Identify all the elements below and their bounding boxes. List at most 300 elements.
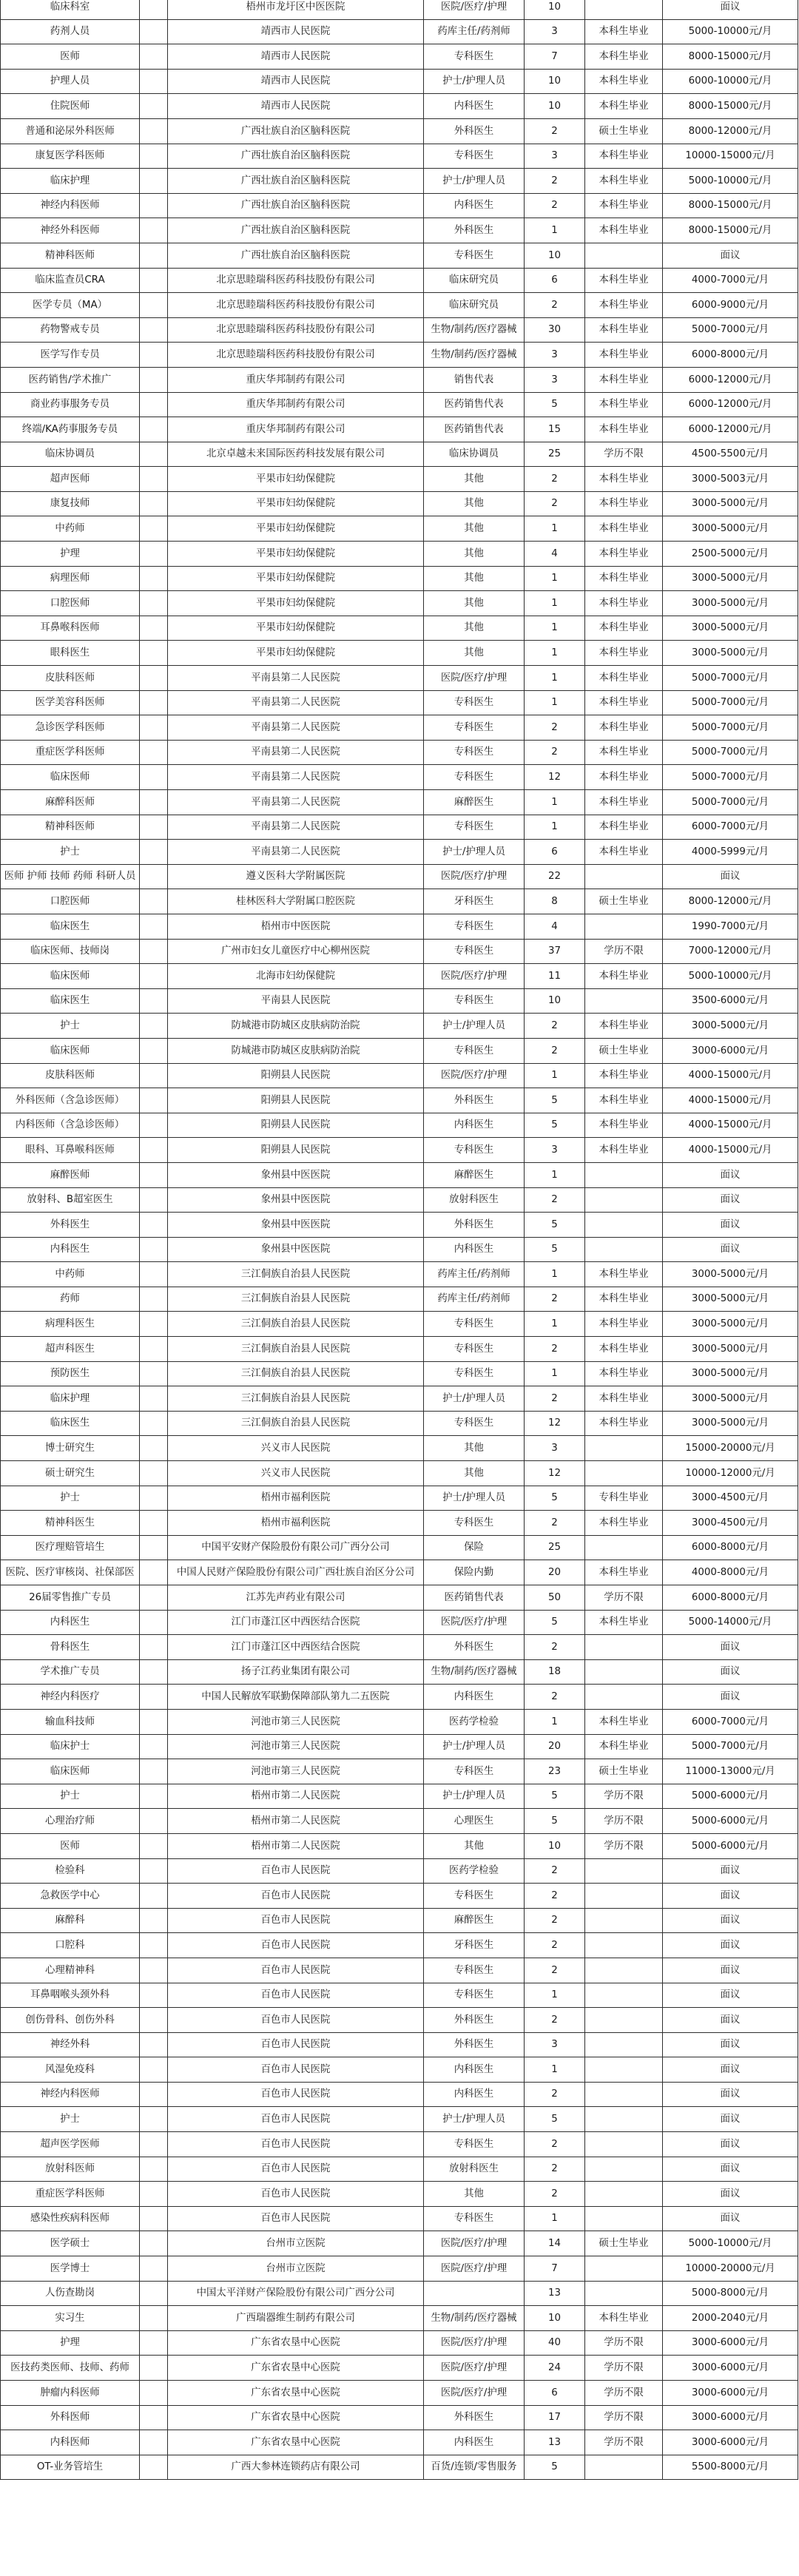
category-cell: 内科医生	[424, 2057, 525, 2083]
spacer-cell	[140, 343, 168, 368]
education-cell: 本科生毕业	[585, 1411, 663, 1436]
category-cell: 专科医生	[424, 1958, 525, 1983]
table-row	[1, 1610, 798, 1635]
job-title-cell: 重症医学科医师	[1, 2182, 140, 2207]
salary-cell: 3000-5000元/月	[663, 1337, 798, 1362]
job-title-cell: 护士	[1, 840, 140, 865]
employer-cell: 梧州市第二人民医院	[168, 1833, 424, 1858]
education-cell: 硕士生毕业	[585, 2231, 663, 2256]
headcount-cell: 1	[525, 616, 585, 641]
category-cell: 专科医生	[424, 1138, 525, 1163]
spacer-cell	[140, 2132, 168, 2157]
spacer-cell	[140, 417, 168, 442]
education-cell	[585, 2206, 663, 2231]
employer-cell: 遵义医科大学附属医院	[168, 864, 424, 889]
job-title-cell: 医院、医疗审核岗、社保部医	[1, 1560, 140, 1585]
headcount-cell: 5	[525, 1088, 585, 1113]
table-row	[1, 591, 798, 616]
job-title-cell: 临床医生	[1, 1411, 140, 1436]
headcount-cell: 4	[525, 914, 585, 939]
salary-cell: 5000-6000元/月	[663, 1809, 798, 1834]
education-cell	[585, 0, 663, 19]
salary-cell: 3000-5000元/月	[663, 641, 798, 666]
job-title-cell: 超声医学医师	[1, 2132, 140, 2157]
education-cell: 硕士生毕业	[585, 118, 663, 144]
salary-cell: 5000-7000元/月	[663, 765, 798, 790]
education-cell: 本科生毕业	[585, 516, 663, 542]
headcount-cell: 1	[525, 666, 585, 691]
headcount-cell: 8	[525, 889, 585, 914]
education-cell	[585, 1162, 663, 1187]
category-cell: 牙科医生	[424, 1933, 525, 1958]
salary-cell: 面议	[663, 1162, 798, 1187]
salary-cell: 15000-20000元/月	[663, 1436, 798, 1461]
table-row	[1, 1162, 798, 1187]
salary-cell: 面议	[663, 2157, 798, 2182]
category-cell: 药库主任/药剂师	[424, 1262, 525, 1287]
spacer-cell	[140, 964, 168, 989]
category-cell: 外科医生	[424, 1213, 525, 1238]
education-cell: 本科生毕业	[585, 343, 663, 368]
category-cell: 生物/制药/医疗器械	[424, 317, 525, 343]
table-row	[1, 2381, 798, 2406]
employer-cell: 百色市人民医院	[168, 2008, 424, 2033]
salary-cell: 4000-7000元/月	[663, 268, 798, 293]
salary-cell: 6000-12000元/月	[663, 417, 798, 442]
spacer-cell	[140, 790, 168, 815]
education-cell: 本科生毕业	[585, 367, 663, 392]
employer-cell: 三江侗族自治县人民医院	[168, 1361, 424, 1386]
headcount-cell: 10	[525, 1833, 585, 1858]
headcount-cell: 7	[525, 2256, 585, 2282]
education-cell: 学历不限	[585, 2356, 663, 2381]
table-row	[1, 1361, 798, 1386]
spacer-cell	[140, 1659, 168, 1685]
job-title-cell: 眼科医生	[1, 641, 140, 666]
category-cell: 医院/医疗/护理	[424, 2256, 525, 2282]
education-cell: 本科生毕业	[585, 317, 663, 343]
spacer-cell	[140, 218, 168, 243]
headcount-cell: 1	[525, 516, 585, 542]
table-row	[1, 1063, 798, 1088]
education-cell: 本科生毕业	[585, 1361, 663, 1386]
employer-cell: 平南县第二人民医院	[168, 790, 424, 815]
headcount-cell: 2	[525, 2082, 585, 2107]
education-cell: 本科生毕业	[585, 193, 663, 218]
category-cell: 临床协调员	[424, 442, 525, 467]
job-title-cell: 内科医生	[1, 1237, 140, 1262]
education-cell: 本科生毕业	[585, 1386, 663, 1412]
salary-cell: 5000-10000元/月	[663, 964, 798, 989]
job-title-cell: 麻醉科医师	[1, 790, 140, 815]
spacer-cell	[140, 19, 168, 44]
education-cell	[585, 988, 663, 1014]
salary-cell: 5000-8000元/月	[663, 2281, 798, 2306]
category-cell: 内科医生	[424, 1237, 525, 1262]
education-cell: 本科生毕业	[585, 1709, 663, 1734]
spacer-cell	[140, 367, 168, 392]
table-row	[1, 516, 798, 542]
employer-cell: 平南县第二人民医院	[168, 715, 424, 741]
job-rows	[1, 0, 798, 2480]
category-cell: 医药学检验	[424, 1709, 525, 1734]
spacer-cell	[140, 1014, 168, 1039]
headcount-cell: 25	[525, 442, 585, 467]
table-row	[1, 1312, 798, 1337]
table-row	[1, 790, 798, 815]
education-cell	[585, 2157, 663, 2182]
education-cell	[585, 1958, 663, 1983]
category-cell: 专科医生	[424, 1511, 525, 1536]
employer-cell: 平南县人民医院	[168, 988, 424, 1014]
category-cell: 外科医生	[424, 2405, 525, 2430]
salary-cell: 3000-5000元/月	[663, 516, 798, 542]
table-row	[1, 1138, 798, 1163]
spacer-cell	[140, 317, 168, 343]
job-title-cell: 护士	[1, 2107, 140, 2132]
employer-cell: 象州县中医医院	[168, 1213, 424, 1238]
table-row	[1, 1337, 798, 1362]
salary-cell: 10000-20000元/月	[663, 2256, 798, 2282]
job-title-cell: 内科医师（含急诊医师）	[1, 1113, 140, 1138]
spacer-cell	[140, 268, 168, 293]
category-cell: 麻醉医生	[424, 790, 525, 815]
salary-cell: 10000-15000元/月	[663, 144, 798, 169]
category-cell: 临床研究员	[424, 268, 525, 293]
headcount-cell: 1	[525, 690, 585, 715]
education-cell: 学历不限	[585, 939, 663, 964]
category-cell: 其他	[424, 641, 525, 666]
table-row	[1, 2082, 798, 2107]
employer-cell: 防城港市防城区皮肤病防治院	[168, 1014, 424, 1039]
table-row	[1, 367, 798, 392]
category-cell: 其他	[424, 1461, 525, 1486]
salary-cell: 6000-12000元/月	[663, 367, 798, 392]
employer-cell: 平南县第二人民医院	[168, 690, 424, 715]
spacer-cell	[140, 1560, 168, 1585]
headcount-cell: 6	[525, 268, 585, 293]
education-cell	[585, 2256, 663, 2282]
headcount-cell: 2	[525, 491, 585, 516]
employer-cell: 百色市人民医院	[168, 2132, 424, 2157]
table-row	[1, 889, 798, 914]
table-row	[1, 1659, 798, 1685]
salary-cell: 6000-10000元/月	[663, 69, 798, 94]
job-title-cell: 医疗理赔管培生	[1, 1535, 140, 1560]
spacer-cell	[140, 44, 168, 70]
education-cell: 本科生毕业	[585, 790, 663, 815]
employer-cell: 扬子江药业集团有限公司	[168, 1659, 424, 1685]
spacer-cell	[140, 243, 168, 268]
headcount-cell: 1	[525, 1312, 585, 1337]
headcount-cell: 2	[525, 2182, 585, 2207]
job-title-cell: 临床医师	[1, 1038, 140, 1063]
job-title-cell: 放射科、B超室医生	[1, 1187, 140, 1213]
headcount-cell: 3	[525, 1138, 585, 1163]
job-title-cell: 眼科、耳鼻喉科医师	[1, 1138, 140, 1163]
job-title-cell: 神经外科医师	[1, 218, 140, 243]
category-cell: 医院/医疗/护理	[424, 0, 525, 19]
table-row	[1, 1983, 798, 2008]
headcount-cell: 2	[525, 2157, 585, 2182]
job-title-cell: 药物警戒专员	[1, 317, 140, 343]
salary-cell: 面议	[663, 1213, 798, 1238]
headcount-cell: 2	[525, 1038, 585, 1063]
spacer-cell	[140, 2057, 168, 2083]
education-cell	[585, 1983, 663, 2008]
category-cell: 其他	[424, 1833, 525, 1858]
category-cell: 专科医生	[424, 715, 525, 741]
table-row	[1, 1709, 798, 1734]
category-cell: 护士/护理人员	[424, 840, 525, 865]
category-cell: 专科医生	[424, 2132, 525, 2157]
salary-cell: 面议	[663, 1187, 798, 1213]
table-row	[1, 1958, 798, 1983]
table-row	[1, 1734, 798, 1759]
salary-cell: 5000-7000元/月	[663, 1734, 798, 1759]
education-cell: 学历不限	[585, 2330, 663, 2356]
spacer-cell	[140, 2430, 168, 2455]
job-title-cell: 临床监查员CRA	[1, 268, 140, 293]
spacer-cell	[140, 2107, 168, 2132]
job-title-cell: 博士研究生	[1, 1436, 140, 1461]
education-cell: 本科生毕业	[585, 218, 663, 243]
employer-cell: 百色市人民医院	[168, 2057, 424, 2083]
job-title-cell: 心理治疗师	[1, 1809, 140, 1834]
headcount-cell: 5	[525, 1784, 585, 1809]
salary-cell: 3000-5000元/月	[663, 1312, 798, 1337]
job-title-cell: 临床协调员	[1, 442, 140, 467]
employer-cell: 广西壮族自治区脑科医院	[168, 193, 424, 218]
education-cell	[585, 2032, 663, 2057]
category-cell: 专科医生	[424, 815, 525, 840]
salary-cell: 3000-5000元/月	[663, 616, 798, 641]
category-cell: 生物/制药/医疗器械	[424, 1659, 525, 1685]
education-cell	[585, 243, 663, 268]
job-title-cell: 神经内科医师	[1, 2082, 140, 2107]
category-cell: 保险	[424, 1535, 525, 1560]
table-row	[1, 293, 798, 318]
education-cell: 本科生毕业	[585, 169, 663, 194]
employer-cell: 北海市妇幼保健院	[168, 964, 424, 989]
spacer-cell	[140, 939, 168, 964]
category-cell: 医院/医疗/护理	[424, 1063, 525, 1088]
table-row	[1, 840, 798, 865]
salary-cell: 6000-8000元/月	[663, 1535, 798, 1560]
education-cell	[585, 1858, 663, 1884]
education-cell: 学历不限	[585, 1585, 663, 1611]
salary-cell: 4000-5999元/月	[663, 840, 798, 865]
table-row	[1, 19, 798, 44]
spacer-cell	[140, 1386, 168, 1412]
salary-cell: 3500-6000元/月	[663, 988, 798, 1014]
employer-cell: 平南县第二人民医院	[168, 666, 424, 691]
category-cell: 百货/连锁/零售服务	[424, 2455, 525, 2480]
category-cell: 其他	[424, 467, 525, 492]
salary-cell: 4000-15000元/月	[663, 1138, 798, 1163]
table-row	[1, 1635, 798, 1660]
education-cell	[585, 864, 663, 889]
spacer-cell	[140, 765, 168, 790]
table-row	[1, 2182, 798, 2207]
education-cell: 本科生毕业	[585, 1088, 663, 1113]
spacer-cell	[140, 1337, 168, 1362]
table-row	[1, 2281, 798, 2306]
category-cell: 其他	[424, 542, 525, 567]
salary-cell: 4000-8000元/月	[663, 1560, 798, 1585]
headcount-cell: 5	[525, 1610, 585, 1635]
headcount-cell: 2	[525, 1958, 585, 1983]
spacer-cell	[140, 2356, 168, 2381]
salary-cell: 3000-5000元/月	[663, 1411, 798, 1436]
salary-cell: 3000-5000元/月	[663, 1361, 798, 1386]
job-title-cell: 内科医师	[1, 2430, 140, 2455]
table-row	[1, 1187, 798, 1213]
spacer-cell	[140, 1361, 168, 1386]
job-title-cell: 医学专员（MA）	[1, 293, 140, 318]
salary-cell: 8000-15000元/月	[663, 94, 798, 119]
education-cell	[585, 2008, 663, 2033]
job-title-cell: 护士	[1, 1784, 140, 1809]
spacer-cell	[140, 2306, 168, 2331]
job-title-cell: 麻醉医师	[1, 1162, 140, 1187]
category-cell: 医药销售代表	[424, 392, 525, 417]
category-cell: 麻醉医生	[424, 1162, 525, 1187]
table-row	[1, 666, 798, 691]
headcount-cell: 4	[525, 542, 585, 567]
salary-cell: 面议	[663, 1237, 798, 1262]
category-cell: 外科医生	[424, 1088, 525, 1113]
category-cell: 医院/医疗/护理	[424, 2381, 525, 2406]
spacer-cell	[140, 1113, 168, 1138]
employer-cell: 梧州市第二人民医院	[168, 1784, 424, 1809]
employer-cell: 河池市第三人民医院	[168, 1709, 424, 1734]
spacer-cell	[140, 1759, 168, 1784]
salary-cell: 5000-7000元/月	[663, 666, 798, 691]
headcount-cell: 13	[525, 2281, 585, 2306]
salary-cell: 3000-4500元/月	[663, 1486, 798, 1511]
education-cell: 本科生毕业	[585, 542, 663, 567]
salary-cell: 6000-9000元/月	[663, 293, 798, 318]
category-cell: 医药销售代表	[424, 417, 525, 442]
category-cell: 外科医生	[424, 118, 525, 144]
job-title-cell: 外科医生	[1, 1213, 140, 1238]
category-cell: 牙科医生	[424, 889, 525, 914]
category-cell: 放射科医生	[424, 2157, 525, 2182]
spacer-cell	[140, 1237, 168, 1262]
spacer-cell	[140, 591, 168, 616]
education-cell	[585, 2107, 663, 2132]
category-cell: 生物/制药/医疗器械	[424, 2306, 525, 2331]
headcount-cell: 1	[525, 815, 585, 840]
spacer-cell	[140, 1535, 168, 1560]
table-row	[1, 2206, 798, 2231]
salary-cell: 4000-15000元/月	[663, 1113, 798, 1138]
category-cell: 临床研究员	[424, 293, 525, 318]
category-cell: 内科医生	[424, 2082, 525, 2107]
category-cell: 医院/医疗/护理	[424, 666, 525, 691]
table-row	[1, 169, 798, 194]
salary-cell: 面议	[663, 1685, 798, 1710]
spacer-cell	[140, 715, 168, 741]
spacer-cell	[140, 864, 168, 889]
table-row	[1, 467, 798, 492]
salary-cell: 5000-14000元/月	[663, 1610, 798, 1635]
employer-cell: 桂林医科大学附属口腔医院	[168, 889, 424, 914]
employer-cell: 梧州市第二人民医院	[168, 1809, 424, 1834]
education-cell: 专科生毕业	[585, 1486, 663, 1511]
headcount-cell: 22	[525, 864, 585, 889]
salary-cell: 3000-4500元/月	[663, 1511, 798, 1536]
headcount-cell: 3	[525, 19, 585, 44]
spacer-cell	[140, 1088, 168, 1113]
category-cell: 心理医生	[424, 1809, 525, 1834]
education-cell: 学历不限	[585, 1833, 663, 1858]
category-cell: 专科医生	[424, 1411, 525, 1436]
spacer-cell	[140, 1262, 168, 1287]
headcount-cell: 5	[525, 1486, 585, 1511]
employer-cell: 梧州市龙圩区中医医院	[168, 0, 424, 19]
job-title-cell: 口腔科	[1, 1933, 140, 1958]
category-cell: 专科医生	[424, 1361, 525, 1386]
salary-cell: 面议	[663, 1983, 798, 2008]
spacer-cell	[140, 1709, 168, 1734]
salary-cell: 7000-12000元/月	[663, 939, 798, 964]
salary-cell: 4000-15000元/月	[663, 1088, 798, 1113]
headcount-cell: 2	[525, 1635, 585, 1660]
education-cell: 本科生毕业	[585, 69, 663, 94]
salary-cell: 6000-7000元/月	[663, 1709, 798, 1734]
spacer-cell	[140, 2008, 168, 2033]
table-row	[1, 1858, 798, 1884]
headcount-cell: 2	[525, 1287, 585, 1312]
education-cell: 学历不限	[585, 2405, 663, 2430]
headcount-cell: 25	[525, 1535, 585, 1560]
education-cell	[585, 1884, 663, 1909]
headcount-cell: 2	[525, 1187, 585, 1213]
headcount-cell: 5	[525, 2455, 585, 2480]
salary-cell: 面议	[663, 1958, 798, 1983]
spacer-cell	[140, 1884, 168, 1909]
job-title-cell: 临床护理	[1, 169, 140, 194]
education-cell: 本科生毕业	[585, 467, 663, 492]
headcount-cell: 10	[525, 94, 585, 119]
spacer-cell	[140, 144, 168, 169]
category-cell: 外科医生	[424, 2008, 525, 2033]
spacer-cell	[140, 666, 168, 691]
employer-cell: 平果市妇幼保健院	[168, 491, 424, 516]
table-row	[1, 1535, 798, 1560]
headcount-cell: 1	[525, 1262, 585, 1287]
education-cell: 硕士生毕业	[585, 889, 663, 914]
table-row	[1, 1237, 798, 1262]
headcount-cell: 2	[525, 169, 585, 194]
job-title-cell: 超声医师	[1, 467, 140, 492]
headcount-cell: 5	[525, 1809, 585, 1834]
salary-cell: 面议	[663, 2057, 798, 2083]
job-title-cell: 护士	[1, 1014, 140, 1039]
employer-cell: 三江侗族自治县人民医院	[168, 1411, 424, 1436]
table-row	[1, 1511, 798, 1536]
job-title-cell: 医药销售/学术推广	[1, 367, 140, 392]
table-row	[1, 44, 798, 70]
table-row	[1, 193, 798, 218]
salary-cell: 6000-8000元/月	[663, 343, 798, 368]
category-cell: 麻醉医生	[424, 1908, 525, 1933]
table-row	[1, 1287, 798, 1312]
spacer-cell	[140, 1858, 168, 1884]
salary-cell: 8000-15000元/月	[663, 44, 798, 70]
